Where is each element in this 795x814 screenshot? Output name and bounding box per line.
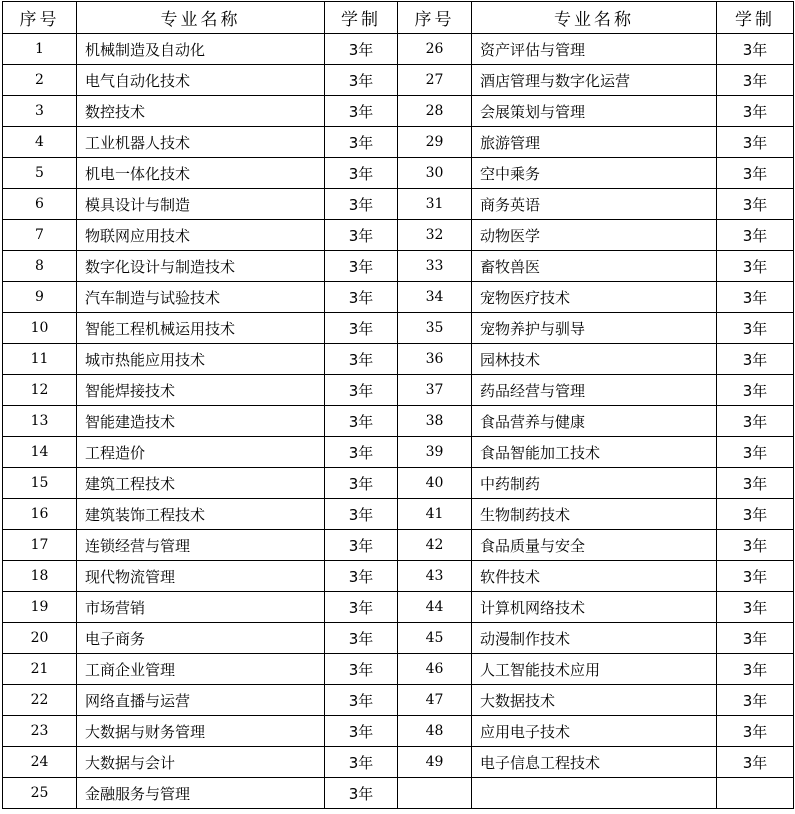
duration-right: 3年 — [717, 65, 794, 96]
row-number-right: 30 — [398, 158, 472, 189]
table-row — [3, 375, 794, 406]
major-name-right: 电子信息工程技术 — [472, 747, 717, 778]
table-row — [3, 220, 794, 251]
row-number-right — [398, 778, 472, 809]
major-name-left: 城市热能应用技术 — [77, 344, 325, 375]
major-name-left: 智能焊接技术 — [77, 375, 325, 406]
duration-left: 3年 — [325, 468, 398, 499]
major-name-right: 药品经营与管理 — [472, 375, 717, 406]
row-number-right: 37 — [398, 375, 472, 406]
duration-right: 3年 — [717, 561, 794, 592]
major-name-right: 宠物医疗技术 — [472, 282, 717, 313]
duration-left: 3年 — [325, 530, 398, 561]
duration-left: 3年 — [325, 592, 398, 623]
table-row — [3, 530, 794, 561]
duration-right: 3年 — [717, 406, 794, 437]
header-left-duration: 学制 — [325, 2, 398, 34]
table-row — [3, 406, 794, 437]
duration-left: 3年 — [325, 189, 398, 220]
duration-left: 3年 — [325, 437, 398, 468]
row-number-left: 12 — [3, 375, 77, 406]
table-row — [3, 623, 794, 654]
major-name-left: 大数据与会计 — [77, 747, 325, 778]
duration-right: 3年 — [717, 127, 794, 158]
duration-left: 3年 — [325, 778, 398, 809]
duration-right: 3年 — [717, 468, 794, 499]
major-name-left: 网络直播与运营 — [77, 685, 325, 716]
header-left-no: 序号 — [3, 2, 77, 34]
major-name-left: 市场营销 — [77, 592, 325, 623]
table-row — [3, 561, 794, 592]
duration-left: 3年 — [325, 499, 398, 530]
row-number-right: 46 — [398, 654, 472, 685]
duration-right: 3年 — [717, 716, 794, 747]
duration-right: 3年 — [717, 530, 794, 561]
duration-left: 3年 — [325, 282, 398, 313]
major-name-right: 旅游管理 — [472, 127, 717, 158]
table-header — [3, 2, 794, 34]
major-name-left: 连锁经营与管理 — [77, 530, 325, 561]
duration-left: 3年 — [325, 127, 398, 158]
duration-left: 3年 — [325, 375, 398, 406]
table-row — [3, 313, 794, 344]
table-row — [3, 468, 794, 499]
duration-left: 3年 — [325, 65, 398, 96]
duration-left: 3年 — [325, 654, 398, 685]
major-name-left: 现代物流管理 — [77, 561, 325, 592]
row-number-right: 44 — [398, 592, 472, 623]
major-name-left: 汽车制造与试验技术 — [77, 282, 325, 313]
table-row — [3, 499, 794, 530]
table-row — [3, 592, 794, 623]
table-row — [3, 685, 794, 716]
table-row — [3, 251, 794, 282]
major-name-left: 电气自动化技术 — [77, 65, 325, 96]
major-name-left: 机电一体化技术 — [77, 158, 325, 189]
table-body — [3, 34, 794, 809]
duration-right: 3年 — [717, 654, 794, 685]
major-name-left: 大数据与财务管理 — [77, 716, 325, 747]
major-name-right: 动物医学 — [472, 220, 717, 251]
row-number-left: 25 — [3, 778, 77, 809]
row-number-right: 39 — [398, 437, 472, 468]
major-name-right: 食品营养与健康 — [472, 406, 717, 437]
row-number-right: 31 — [398, 189, 472, 220]
row-number-left: 17 — [3, 530, 77, 561]
duration-right: 3年 — [717, 189, 794, 220]
major-name-right: 生物制药技术 — [472, 499, 717, 530]
row-number-left: 16 — [3, 499, 77, 530]
duration-right: 3年 — [717, 34, 794, 65]
duration-right: 3年 — [717, 282, 794, 313]
row-number-right: 29 — [398, 127, 472, 158]
row-number-left: 1 — [3, 34, 77, 65]
duration-right: 3年 — [717, 96, 794, 127]
row-number-right: 28 — [398, 96, 472, 127]
row-number-left: 21 — [3, 654, 77, 685]
major-name-left: 工商企业管理 — [77, 654, 325, 685]
duration-right: 3年 — [717, 220, 794, 251]
duration-right — [717, 778, 794, 809]
row-number-right: 47 — [398, 685, 472, 716]
major-name-left: 建筑装饰工程技术 — [77, 499, 325, 530]
major-name-right: 宠物养护与驯导 — [472, 313, 717, 344]
row-number-right: 36 — [398, 344, 472, 375]
major-name-right: 人工智能技术应用 — [472, 654, 717, 685]
duration-left: 3年 — [325, 685, 398, 716]
duration-left: 3年 — [325, 344, 398, 375]
major-name-right: 大数据技术 — [472, 685, 717, 716]
major-name-right: 酒店管理与数字化运营 — [472, 65, 717, 96]
major-name-left: 机械制造及自动化 — [77, 34, 325, 65]
major-name-right: 动漫制作技术 — [472, 623, 717, 654]
row-number-left: 23 — [3, 716, 77, 747]
row-number-left: 8 — [3, 251, 77, 282]
duration-right: 3年 — [717, 158, 794, 189]
row-number-left: 18 — [3, 561, 77, 592]
major-name-left: 物联网应用技术 — [77, 220, 325, 251]
row-number-left: 24 — [3, 747, 77, 778]
duration-right: 3年 — [717, 313, 794, 344]
major-name-left: 数字化设计与制造技术 — [77, 251, 325, 282]
table-row — [3, 654, 794, 685]
row-number-left: 2 — [3, 65, 77, 96]
majors-table — [2, 1, 794, 809]
table-row — [3, 747, 794, 778]
row-number-right: 42 — [398, 530, 472, 561]
row-number-left: 5 — [3, 158, 77, 189]
row-number-left: 4 — [3, 127, 77, 158]
row-number-left: 22 — [3, 685, 77, 716]
row-number-right: 34 — [398, 282, 472, 313]
duration-left: 3年 — [325, 251, 398, 282]
major-name-left: 智能工程机械运用技术 — [77, 313, 325, 344]
duration-right: 3年 — [717, 499, 794, 530]
major-name-right: 资产评估与管理 — [472, 34, 717, 65]
row-number-right: 45 — [398, 623, 472, 654]
duration-left: 3年 — [325, 747, 398, 778]
duration-right: 3年 — [717, 251, 794, 282]
row-number-right: 32 — [398, 220, 472, 251]
major-name-right: 空中乘务 — [472, 158, 717, 189]
table-row — [3, 189, 794, 220]
duration-right: 3年 — [717, 375, 794, 406]
major-name-right: 食品质量与安全 — [472, 530, 717, 561]
header-right-duration: 学制 — [717, 2, 794, 34]
duration-left: 3年 — [325, 716, 398, 747]
row-number-right: 33 — [398, 251, 472, 282]
duration-left: 3年 — [325, 561, 398, 592]
duration-right: 3年 — [717, 592, 794, 623]
table-row — [3, 282, 794, 313]
major-name-left: 模具设计与制造 — [77, 189, 325, 220]
table-row — [3, 778, 794, 809]
header-row — [3, 2, 794, 34]
row-number-left: 11 — [3, 344, 77, 375]
major-name-right: 计算机网络技术 — [472, 592, 717, 623]
table-row — [3, 158, 794, 189]
table-row — [3, 344, 794, 375]
major-name-right: 应用电子技术 — [472, 716, 717, 747]
major-name-right: 中药制药 — [472, 468, 717, 499]
row-number-right: 49 — [398, 747, 472, 778]
duration-left: 3年 — [325, 623, 398, 654]
row-number-left: 3 — [3, 96, 77, 127]
row-number-left: 14 — [3, 437, 77, 468]
row-number-left: 13 — [3, 406, 77, 437]
row-number-left: 19 — [3, 592, 77, 623]
row-number-right: 27 — [398, 65, 472, 96]
table-row — [3, 127, 794, 158]
major-name-left: 数控技术 — [77, 96, 325, 127]
major-name-right: 商务英语 — [472, 189, 717, 220]
duration-left: 3年 — [325, 96, 398, 127]
row-number-left: 10 — [3, 313, 77, 344]
major-name-left: 工业机器人技术 — [77, 127, 325, 158]
major-name-left: 智能建造技术 — [77, 406, 325, 437]
table-row — [3, 34, 794, 65]
row-number-right: 35 — [398, 313, 472, 344]
duration-right: 3年 — [717, 623, 794, 654]
major-name-right: 食品智能加工技术 — [472, 437, 717, 468]
header-right-name: 专业名称 — [472, 2, 717, 34]
major-name-right: 会展策划与管理 — [472, 96, 717, 127]
row-number-right: 41 — [398, 499, 472, 530]
duration-left: 3年 — [325, 158, 398, 189]
major-name-left: 电子商务 — [77, 623, 325, 654]
header-right-no: 序号 — [398, 2, 472, 34]
row-number-left: 6 — [3, 189, 77, 220]
row-number-left: 7 — [3, 220, 77, 251]
duration-left: 3年 — [325, 313, 398, 344]
major-name-left: 建筑工程技术 — [77, 468, 325, 499]
row-number-right: 43 — [398, 561, 472, 592]
table-row — [3, 716, 794, 747]
major-name-right: 软件技术 — [472, 561, 717, 592]
duration-left: 3年 — [325, 34, 398, 65]
duration-right: 3年 — [717, 747, 794, 778]
duration-left: 3年 — [325, 406, 398, 437]
duration-right: 3年 — [717, 685, 794, 716]
table-row — [3, 65, 794, 96]
header-left-name: 专业名称 — [77, 2, 325, 34]
major-name-right — [472, 778, 717, 809]
major-name-right: 畜牧兽医 — [472, 251, 717, 282]
row-number-right: 40 — [398, 468, 472, 499]
row-number-right: 26 — [398, 34, 472, 65]
table-row — [3, 437, 794, 468]
duration-left: 3年 — [325, 220, 398, 251]
major-name-left: 金融服务与管理 — [77, 778, 325, 809]
duration-right: 3年 — [717, 437, 794, 468]
row-number-right: 48 — [398, 716, 472, 747]
table-row — [3, 96, 794, 127]
row-number-left: 9 — [3, 282, 77, 313]
row-number-left: 15 — [3, 468, 77, 499]
major-name-left: 工程造价 — [77, 437, 325, 468]
duration-right: 3年 — [717, 344, 794, 375]
major-name-right: 园林技术 — [472, 344, 717, 375]
row-number-left: 20 — [3, 623, 77, 654]
row-number-right: 38 — [398, 406, 472, 437]
